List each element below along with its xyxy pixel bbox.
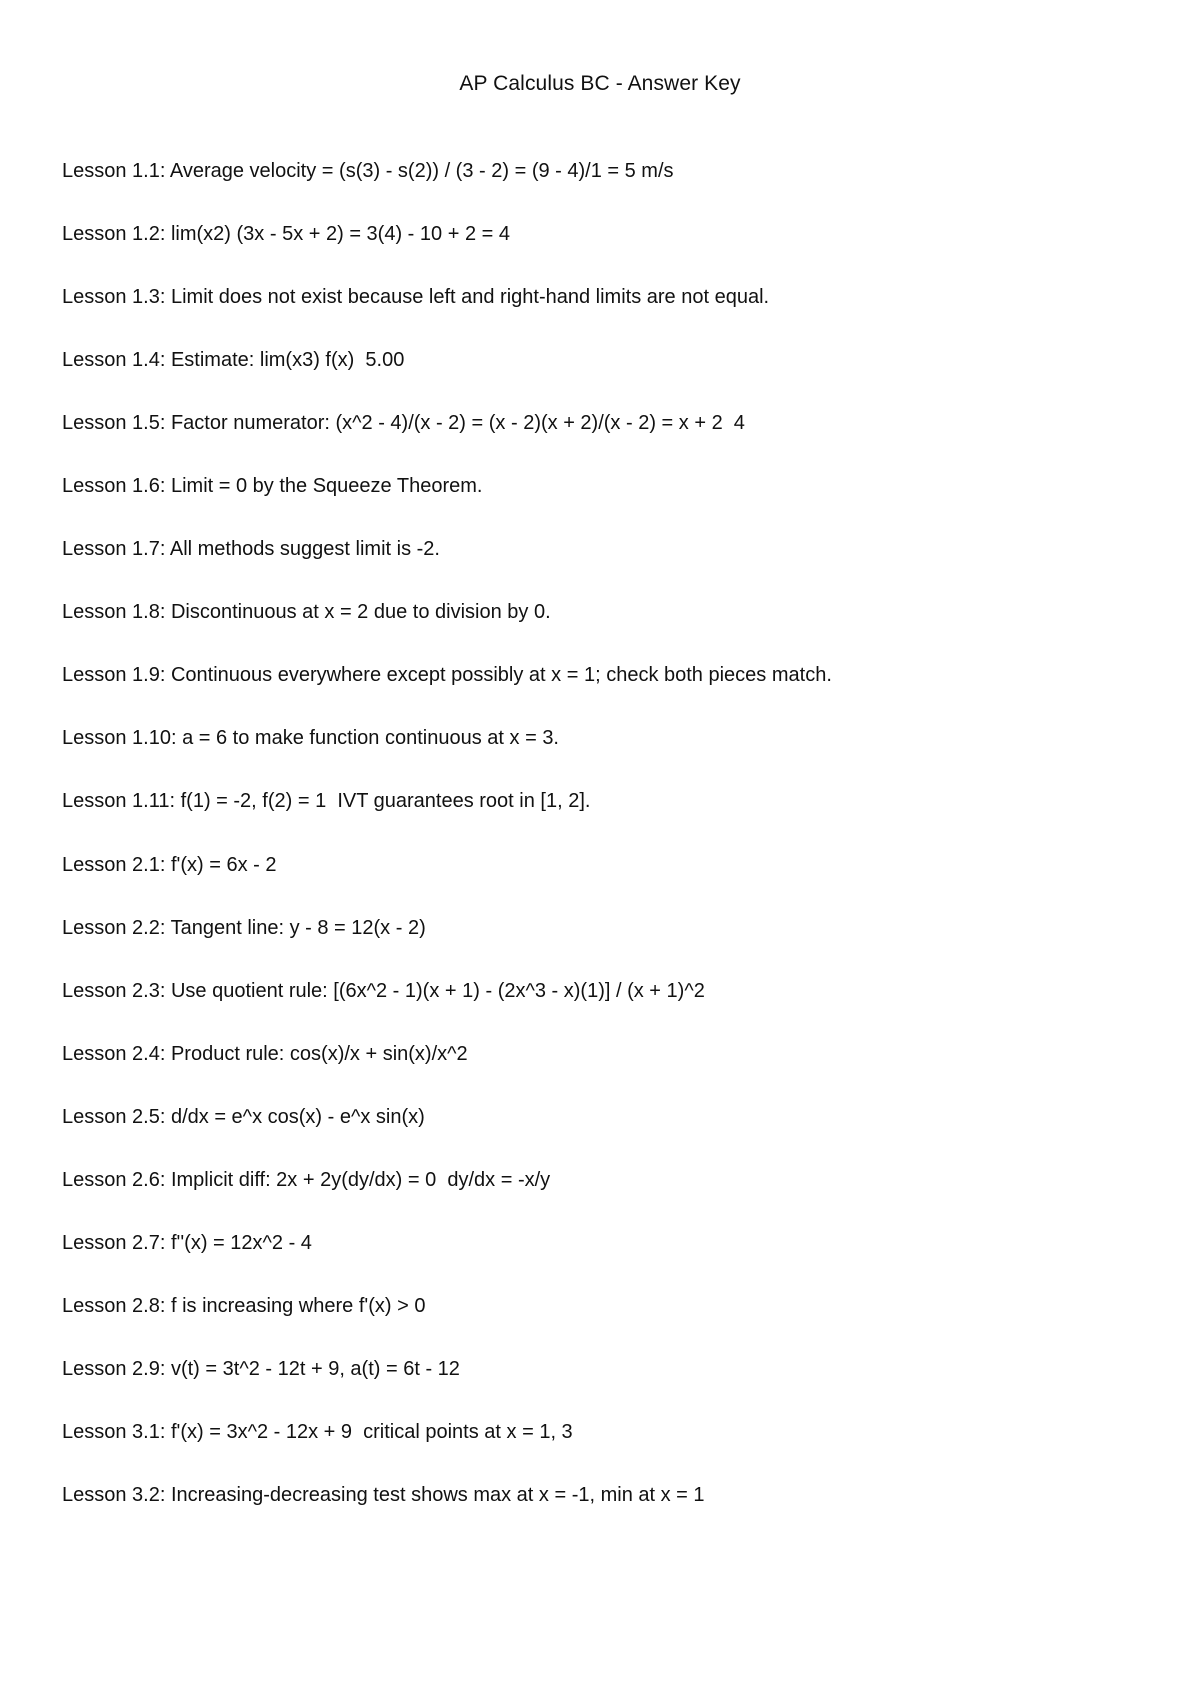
answer-line: Lesson 1.2: lim(x2) (3x - 5x + 2) = 3(4) - 10 + 2 = 4 [62,223,510,246]
answer-line: Lesson 1.5: Factor numerator: (x^2 - 4)/(x - 2) = (x - 2)(x + 2)/(x - 2) = x + 2 4 [62,412,745,435]
answer-line: Lesson 2.9: v(t) = 3t^2 - 12t + 9, a(t) = 6t - 12 [62,1357,460,1380]
answer-line: Lesson 1.8: Discontinuous at x = 2 due to division by 0. [62,601,551,624]
answer-line: Lesson 2.1: f'(x) = 6x - 2 [62,853,277,876]
answer-line: Lesson 2.5: d/dx = e^x cos(x) - e^x sin(x) [62,1105,425,1128]
answer-line: Lesson 2.3: Use quotient rule: [(6x^2 - 1)(x + 1) - (2x^3 - x)(1)] / (x + 1)^2 [62,979,705,1002]
answer-line: Lesson 3.2: Increasing-decreasing test shows max at x = -1, min at x = 1 [62,1483,705,1506]
answer-line: Lesson 1.9: Continuous everywhere except possibly at x = 1; check both pieces match. [62,664,832,687]
answer-line: Lesson 2.2: Tangent line: y - 8 = 12(x - 2) [62,916,426,939]
answer-line: Lesson 2.8: f is increasing where f'(x) > 0 [62,1294,426,1317]
answer-line: Lesson 1.11: f(1) = -2, f(2) = 1 IVT guarantees root in [1, 2]. [62,790,591,813]
answer-line: Lesson 1.7: All methods suggest limit is -2. [62,538,440,561]
answer-line: Lesson 1.10: a = 6 to make function continuous at x = 3. [62,727,559,750]
answer-line: Lesson 1.6: Limit = 0 by the Squeeze Theorem. [62,475,483,498]
answer-line: Lesson 1.4: Estimate: lim(x3) f(x) 5.00 [62,349,405,372]
answer-line: Lesson 1.1: Average velocity = (s(3) - s(2)) / (3 - 2) = (9 - 4)/1 = 5 m/s [62,160,674,182]
answer-line: Lesson 2.6: Implicit diff: 2x + 2y(dy/dx) = 0 dy/dx = -x/y [62,1168,551,1191]
answer-line: Lesson 1.3: Limit does not exist because left and right-hand limits are not equal. [62,286,770,309]
answer-list [62,157,1162,1544]
answer-line: Lesson 3.1: f'(x) = 3x^2 - 12x + 9 critical points at x = 1, 3 [62,1420,573,1443]
answer-line: Lesson 2.4: Product rule: cos(x)/x + sin(x)/x^2 [62,1042,468,1065]
document-title: AP Calculus BC - Answer Key [459,72,741,95]
answer-line: Lesson 2.7: f''(x) = 12x^2 - 4 [62,1231,312,1254]
